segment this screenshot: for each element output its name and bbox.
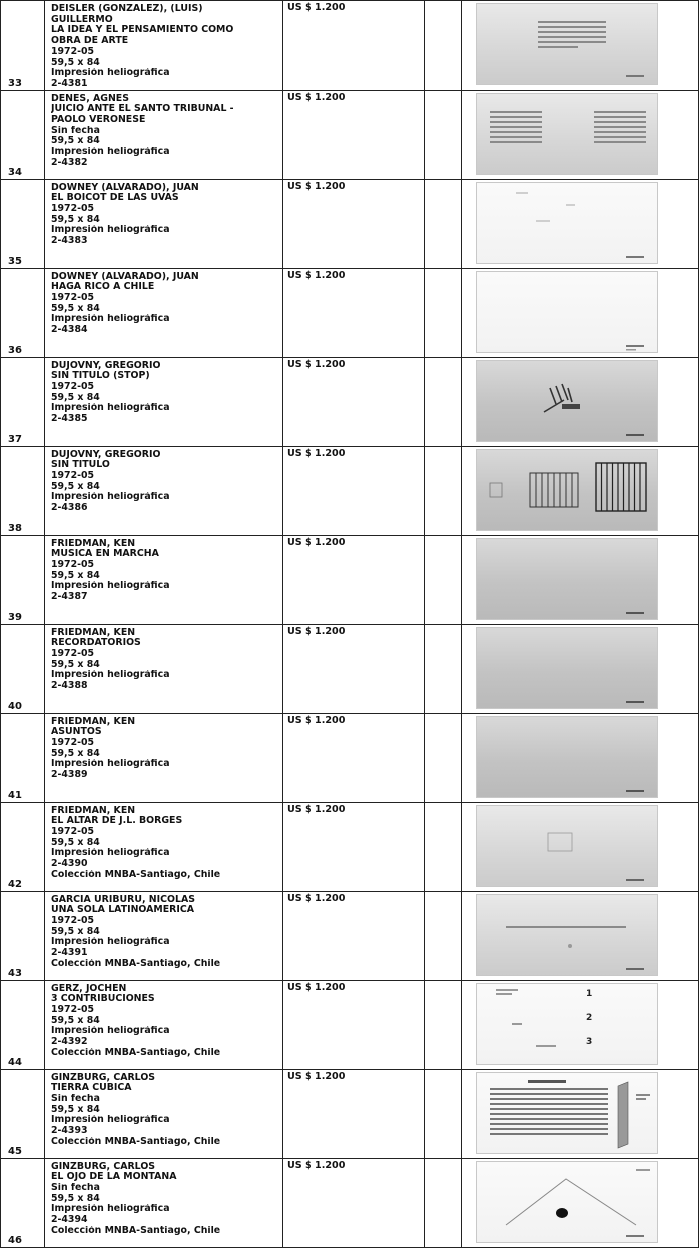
row-number: 36: [8, 344, 22, 356]
thumbnail-cell: [462, 535, 699, 624]
row-number-cell: [1, 446, 45, 535]
row-number-cell: [1, 1, 45, 91]
row-number-cell: [1, 713, 45, 802]
artwork-info-line: 59,5 x 84: [51, 303, 100, 314]
thumbnail-mark: 2: [586, 1012, 593, 1023]
artwork-info-cell: [45, 179, 283, 268]
artwork-info-line: Impresión heliográfica: [51, 492, 170, 503]
artwork-info-line: Colección MNBA-Santiago, Chile: [51, 869, 221, 880]
artwork-info-line: Impresión heliográfica: [51, 848, 170, 859]
artwork-info-line: PAOLO VERONESE: [51, 115, 146, 126]
artwork-info-cell: [45, 535, 283, 624]
artwork-info-line: Colección MNBA-Santiago, Chile: [51, 1047, 221, 1058]
thumbnail-cell: [462, 624, 699, 713]
artwork-thumbnail: [476, 1072, 658, 1154]
thumbnail-drawing: [476, 894, 658, 976]
price-cell: [283, 891, 425, 980]
thumbnail-drawing: [476, 271, 658, 353]
artwork-info-line: 59,5 x 84: [51, 1193, 100, 1204]
artwork-info-line: HAGA RICO A CHILE: [51, 282, 155, 293]
artwork-info-line: Sin fecha: [51, 125, 100, 136]
artwork-info-line: DEISLER (GONZÁLEZ), (LUIS): [51, 4, 203, 14]
artwork-info-line: RECORDATORIOS: [51, 638, 141, 649]
artwork-info-line: FRIEDMAN, KEN: [51, 805, 136, 816]
price-value: US $ 1.200: [287, 625, 346, 637]
table-row: [1, 713, 699, 802]
artwork-info-line: EL OJO DE LA MONTAÑA: [51, 1172, 177, 1183]
artwork-thumbnail: [476, 716, 658, 798]
artwork-info-line: Impresión heliográfica: [51, 1026, 170, 1037]
artwork-info-line: SIN TÍTULO: [51, 460, 110, 471]
artwork-info-line: 59,5 x 84: [51, 748, 100, 759]
artwork-info-line: ASUNTOS: [51, 727, 102, 738]
artwork-info-line: EL ALTAR DE J.L. BORGES: [51, 816, 183, 827]
thumbnail-cell: [462, 1069, 699, 1158]
table-row: [1, 357, 699, 446]
artwork-info-cell: [45, 713, 283, 802]
thumbnail-cell: [462, 1158, 699, 1247]
artwork-info-line: 59,5 x 84: [51, 136, 100, 147]
thumbnail-cell: [462, 891, 699, 980]
artwork-info-cell: [45, 1158, 283, 1247]
artwork-info-line: 2-4392: [51, 1037, 88, 1048]
table-row: [1, 1158, 699, 1247]
empty-cell: [425, 1, 462, 91]
artwork-info-line: Impresión heliográfica: [51, 1115, 170, 1126]
artwork-info-line: 59,5 x 84: [51, 481, 100, 492]
artwork-thumbnail: [476, 449, 658, 531]
artwork-info-line: Sin fecha: [51, 1094, 100, 1105]
price-value: US $ 1.200: [287, 803, 346, 815]
artwork-info-line: 1972-05: [51, 649, 95, 660]
thumbnail-drawing: [476, 538, 658, 620]
thumbnail-cell: [462, 802, 699, 891]
table-row: [1, 535, 699, 624]
thumbnail-cell: [462, 980, 699, 1069]
price-cell: [283, 535, 425, 624]
thumbnail-drawing: [476, 93, 658, 175]
thumbnail-drawing: [476, 1072, 658, 1154]
price-value: US $ 1.200: [287, 269, 346, 281]
row-number-cell: [1, 357, 45, 446]
thumbnail-drawing: [476, 3, 658, 85]
artwork-info-line: 59,5 x 84: [51, 57, 100, 68]
artwork-info-line: 59,5 x 84: [51, 837, 100, 848]
row-number: 37: [8, 433, 22, 445]
artwork-info-line: DENES, AGNES: [51, 93, 129, 104]
artwork-info-line: 2-4387: [51, 592, 88, 603]
empty-cell: [425, 1158, 462, 1247]
empty-cell: [425, 268, 462, 357]
thumbnail-cell: [462, 179, 699, 268]
artwork-info-cell: [45, 268, 283, 357]
thumbnail-cell: [462, 90, 699, 179]
empty-cell: [425, 802, 462, 891]
artwork-info-line: 2-4390: [51, 859, 88, 870]
artwork-info-cell: [45, 1, 283, 91]
artwork-info-line: Impresión heliográfica: [51, 670, 170, 681]
row-number-cell: [1, 90, 45, 179]
artwork-info-cell: [45, 802, 283, 891]
row-number-cell: [1, 535, 45, 624]
thumbnail-drawing: [476, 983, 658, 1065]
artwork-thumbnail: [476, 538, 658, 620]
thumbnail-drawing: [476, 627, 658, 709]
artwork-thumbnail: [476, 894, 658, 976]
thumbnail-mark: 3: [586, 1036, 593, 1047]
artwork-thumbnail: [476, 271, 658, 353]
artwork-info-line: DUJOVNY, GREGORIO: [51, 449, 161, 460]
row-number-cell: [1, 1158, 45, 1247]
thumbnail-cell: [462, 446, 699, 535]
row-number-cell: [1, 980, 45, 1069]
thumbnail-drawing: [476, 360, 658, 442]
artwork-info-line: FRIEDMAN, KEN: [51, 538, 136, 549]
artwork-info-line: FRIEDMAN, KEN: [51, 716, 136, 727]
price-value: US $ 1.200: [287, 1070, 346, 1082]
artwork-info-line: Sin fecha: [51, 1183, 100, 1194]
artwork-info-line: Colección MNBA-Santiago, Chile: [51, 1136, 221, 1147]
artwork-info-line: 59,5 x 84: [51, 570, 100, 581]
row-number: 39: [8, 611, 22, 623]
artwork-info-line: 59,5 x 84: [51, 1015, 100, 1026]
thumbnail-drawing: [476, 716, 658, 798]
price-cell: [283, 179, 425, 268]
artwork-info-line: Impresión heliográfica: [51, 68, 170, 79]
artwork-info-cell: [45, 446, 283, 535]
row-number: 35: [8, 255, 22, 267]
price-value: US $ 1.200: [287, 892, 346, 904]
price-value: US $ 1.200: [287, 714, 346, 726]
artwork-info-line: MÚSICA EN MARCHA: [51, 549, 159, 560]
artwork-info-line: Impresión heliográfica: [51, 403, 170, 414]
artwork-info-line: Impresión heliográfica: [51, 581, 170, 592]
artwork-info-line: TIERRA CÚBICA: [51, 1083, 132, 1094]
artwork-info-cell: [45, 891, 283, 980]
artwork-info-line: 1972-05: [51, 738, 95, 749]
price-cell: [283, 624, 425, 713]
price-value: US $ 1.200: [287, 536, 346, 548]
price-value: US $ 1.200: [287, 981, 346, 993]
artwork-info-line: 3 CONTRIBUCIONES: [51, 994, 155, 1005]
price-value: US $ 1.200: [287, 1159, 346, 1171]
artwork-info-line: Colección MNBA-Santiago, Chile: [51, 958, 221, 969]
artwork-info-line: 1972-05: [51, 1005, 95, 1016]
artwork-thumbnail: [476, 805, 658, 887]
artwork-info-cell: [45, 90, 283, 179]
row-number: 44: [8, 1056, 22, 1068]
empty-cell: [425, 1069, 462, 1158]
artwork-info-line: 2-4391: [51, 948, 88, 959]
price-value: US $ 1.200: [287, 91, 346, 103]
artwork-info-line: Colección MNBA-Santiago, Chile: [51, 1225, 221, 1236]
artwork-info-line: Impresión heliográfica: [51, 759, 170, 770]
artwork-info-line: Impresión heliográfica: [51, 937, 170, 948]
artwork-info-line: LA IDEA Y EL PENSAMIENTO COMO: [51, 25, 234, 36]
artwork-info-line: 2-4393: [51, 1126, 88, 1137]
artwork-info-line: 2-4389: [51, 770, 88, 781]
thumbnail-cell: [462, 357, 699, 446]
artwork-info-line: UNA SOLA LATINOAMÉRICA: [51, 905, 194, 916]
artwork-info-line: 2-4386: [51, 503, 88, 514]
thumbnail-cell: [462, 713, 699, 802]
row-number-cell: [1, 891, 45, 980]
row-number: 45: [8, 1145, 22, 1157]
artwork-info-line: 59,5 x 84: [51, 214, 100, 225]
artwork-info-line: 1972-05: [51, 46, 95, 57]
artwork-info-line: 1972-05: [51, 827, 95, 838]
artwork-info-line: 2-4381: [51, 78, 88, 89]
empty-cell: [425, 357, 462, 446]
artwork-info-line: 1972-05: [51, 560, 95, 571]
thumbnail-drawing: [476, 1161, 658, 1243]
artwork-info-line: 2-4388: [51, 681, 88, 692]
row-number-cell: [1, 624, 45, 713]
row-number: 33: [8, 77, 22, 89]
artwork-info-line: 59,5 x 84: [51, 659, 100, 670]
row-number: 46: [8, 1234, 22, 1246]
price-cell: [283, 90, 425, 179]
empty-cell: [425, 535, 462, 624]
row-number-cell: [1, 802, 45, 891]
table-row: [1, 802, 699, 891]
table-row: [1, 179, 699, 268]
artwork-thumbnail: [476, 3, 658, 85]
artwork-thumbnail: [476, 93, 658, 175]
artwork-info-line: 2-4385: [51, 414, 88, 425]
artwork-info-line: DOWNEY (ALVARADO), JUAN: [51, 271, 199, 282]
artwork-info-line: 1972-05: [51, 471, 95, 482]
table-row: [1, 446, 699, 535]
artwork-info-line: GARCÍA URIBURU, NICOLÁS: [51, 894, 195, 905]
artwork-info-cell: [45, 357, 283, 446]
artwork-info-cell: [45, 624, 283, 713]
artwork-info-line: EL BOICOT DE LAS UVAS: [51, 193, 179, 204]
artwork-thumbnail: [476, 360, 658, 442]
artwork-info-line: 1972-05: [51, 916, 95, 927]
empty-cell: [425, 980, 462, 1069]
artwork-info-line: 2-4383: [51, 236, 88, 247]
artwork-info-line: JUICIO ANTE EL SANTO TRIBUNAL -: [51, 104, 234, 115]
price-value: US $ 1.200: [287, 447, 346, 459]
row-number: 42: [8, 878, 22, 890]
empty-cell: [425, 624, 462, 713]
artwork-info-line: DUJOVNY, GREGORIO: [51, 360, 161, 371]
empty-cell: [425, 891, 462, 980]
artwork-info-line: OBRA DE ARTE: [51, 36, 129, 47]
artwork-info-cell: [45, 1069, 283, 1158]
artwork-info-line: FRIEDMAN, KEN: [51, 627, 136, 638]
artwork-info-line: GINZBURG, CARLOS: [51, 1161, 156, 1172]
price-cell: [283, 980, 425, 1069]
artwork-info-line: 2-4394: [51, 1215, 88, 1226]
thumbnail-drawing: [476, 182, 658, 264]
price-cell: [283, 802, 425, 891]
thumbnail-mark: 1: [586, 988, 593, 999]
price-cell: [283, 446, 425, 535]
artwork-info-line: GERZ, JOCHEN: [51, 983, 127, 994]
artwork-info-line: Impresión heliográfica: [51, 225, 170, 236]
artwork-thumbnail: [476, 1161, 658, 1243]
empty-cell: [425, 446, 462, 535]
artwork-info-line: DOWNEY (ALVARADO), JUAN: [51, 182, 199, 193]
row-number: 41: [8, 789, 22, 801]
thumbnail-drawing: [476, 805, 658, 887]
thumbnail-cell: [462, 268, 699, 357]
row-number: 43: [8, 967, 22, 979]
artwork-info-line: 59,5 x 84: [51, 1104, 100, 1115]
artwork-info-line: GUILLERMO: [51, 14, 113, 25]
artwork-info-line: 2-4382: [51, 157, 88, 168]
thumbnail-drawing: [476, 449, 658, 531]
row-number: 40: [8, 700, 22, 712]
artwork-info-line: Impresión heliográfica: [51, 1204, 170, 1215]
price-cell: [283, 268, 425, 357]
artwork-info-line: Impresión heliográfica: [51, 147, 170, 158]
artwork-info-line: Impresión heliográfica: [51, 314, 170, 325]
artwork-info-line: 1972-05: [51, 293, 95, 304]
row-number: 34: [8, 166, 22, 178]
price-cell: [283, 357, 425, 446]
artwork-info-line: GINZBURG, CARLOS: [51, 1072, 156, 1083]
table-row: [1, 268, 699, 357]
price-cell: [283, 713, 425, 802]
thumbnail-cell: [462, 1, 699, 91]
table-row: [1, 624, 699, 713]
artwork-info-line: 1972-05: [51, 204, 95, 215]
empty-cell: [425, 713, 462, 802]
table-row: [1, 1069, 699, 1158]
artwork-thumbnail: [476, 182, 658, 264]
table-row: [1, 1, 699, 91]
table-row: [1, 891, 699, 980]
artwork-info-line: 59,5 x 84: [51, 926, 100, 937]
table-row: [1, 90, 699, 179]
empty-cell: [425, 179, 462, 268]
artwork-thumbnail: [476, 627, 658, 709]
price-cell: [283, 1069, 425, 1158]
artwork-thumbnail: [476, 983, 658, 1065]
artwork-info-cell: [45, 980, 283, 1069]
price-value: US $ 1.200: [287, 358, 346, 370]
row-number-cell: [1, 1069, 45, 1158]
row-number: 38: [8, 522, 22, 534]
artwork-info-line: SIN TÍTULO (STOP): [51, 371, 150, 382]
empty-cell: [425, 90, 462, 179]
table-row: [1, 980, 699, 1069]
artwork-info-line: 59,5 x 84: [51, 392, 100, 403]
row-number-cell: [1, 268, 45, 357]
price-value: US $ 1.200: [287, 180, 346, 192]
artwork-info-line: 1972-05: [51, 382, 95, 393]
artwork-info-line: 2-4384: [51, 325, 88, 336]
price-value: US $ 1.200: [287, 2, 346, 13]
price-cell: [283, 1, 425, 91]
price-cell: [283, 1158, 425, 1247]
row-number-cell: [1, 179, 45, 268]
